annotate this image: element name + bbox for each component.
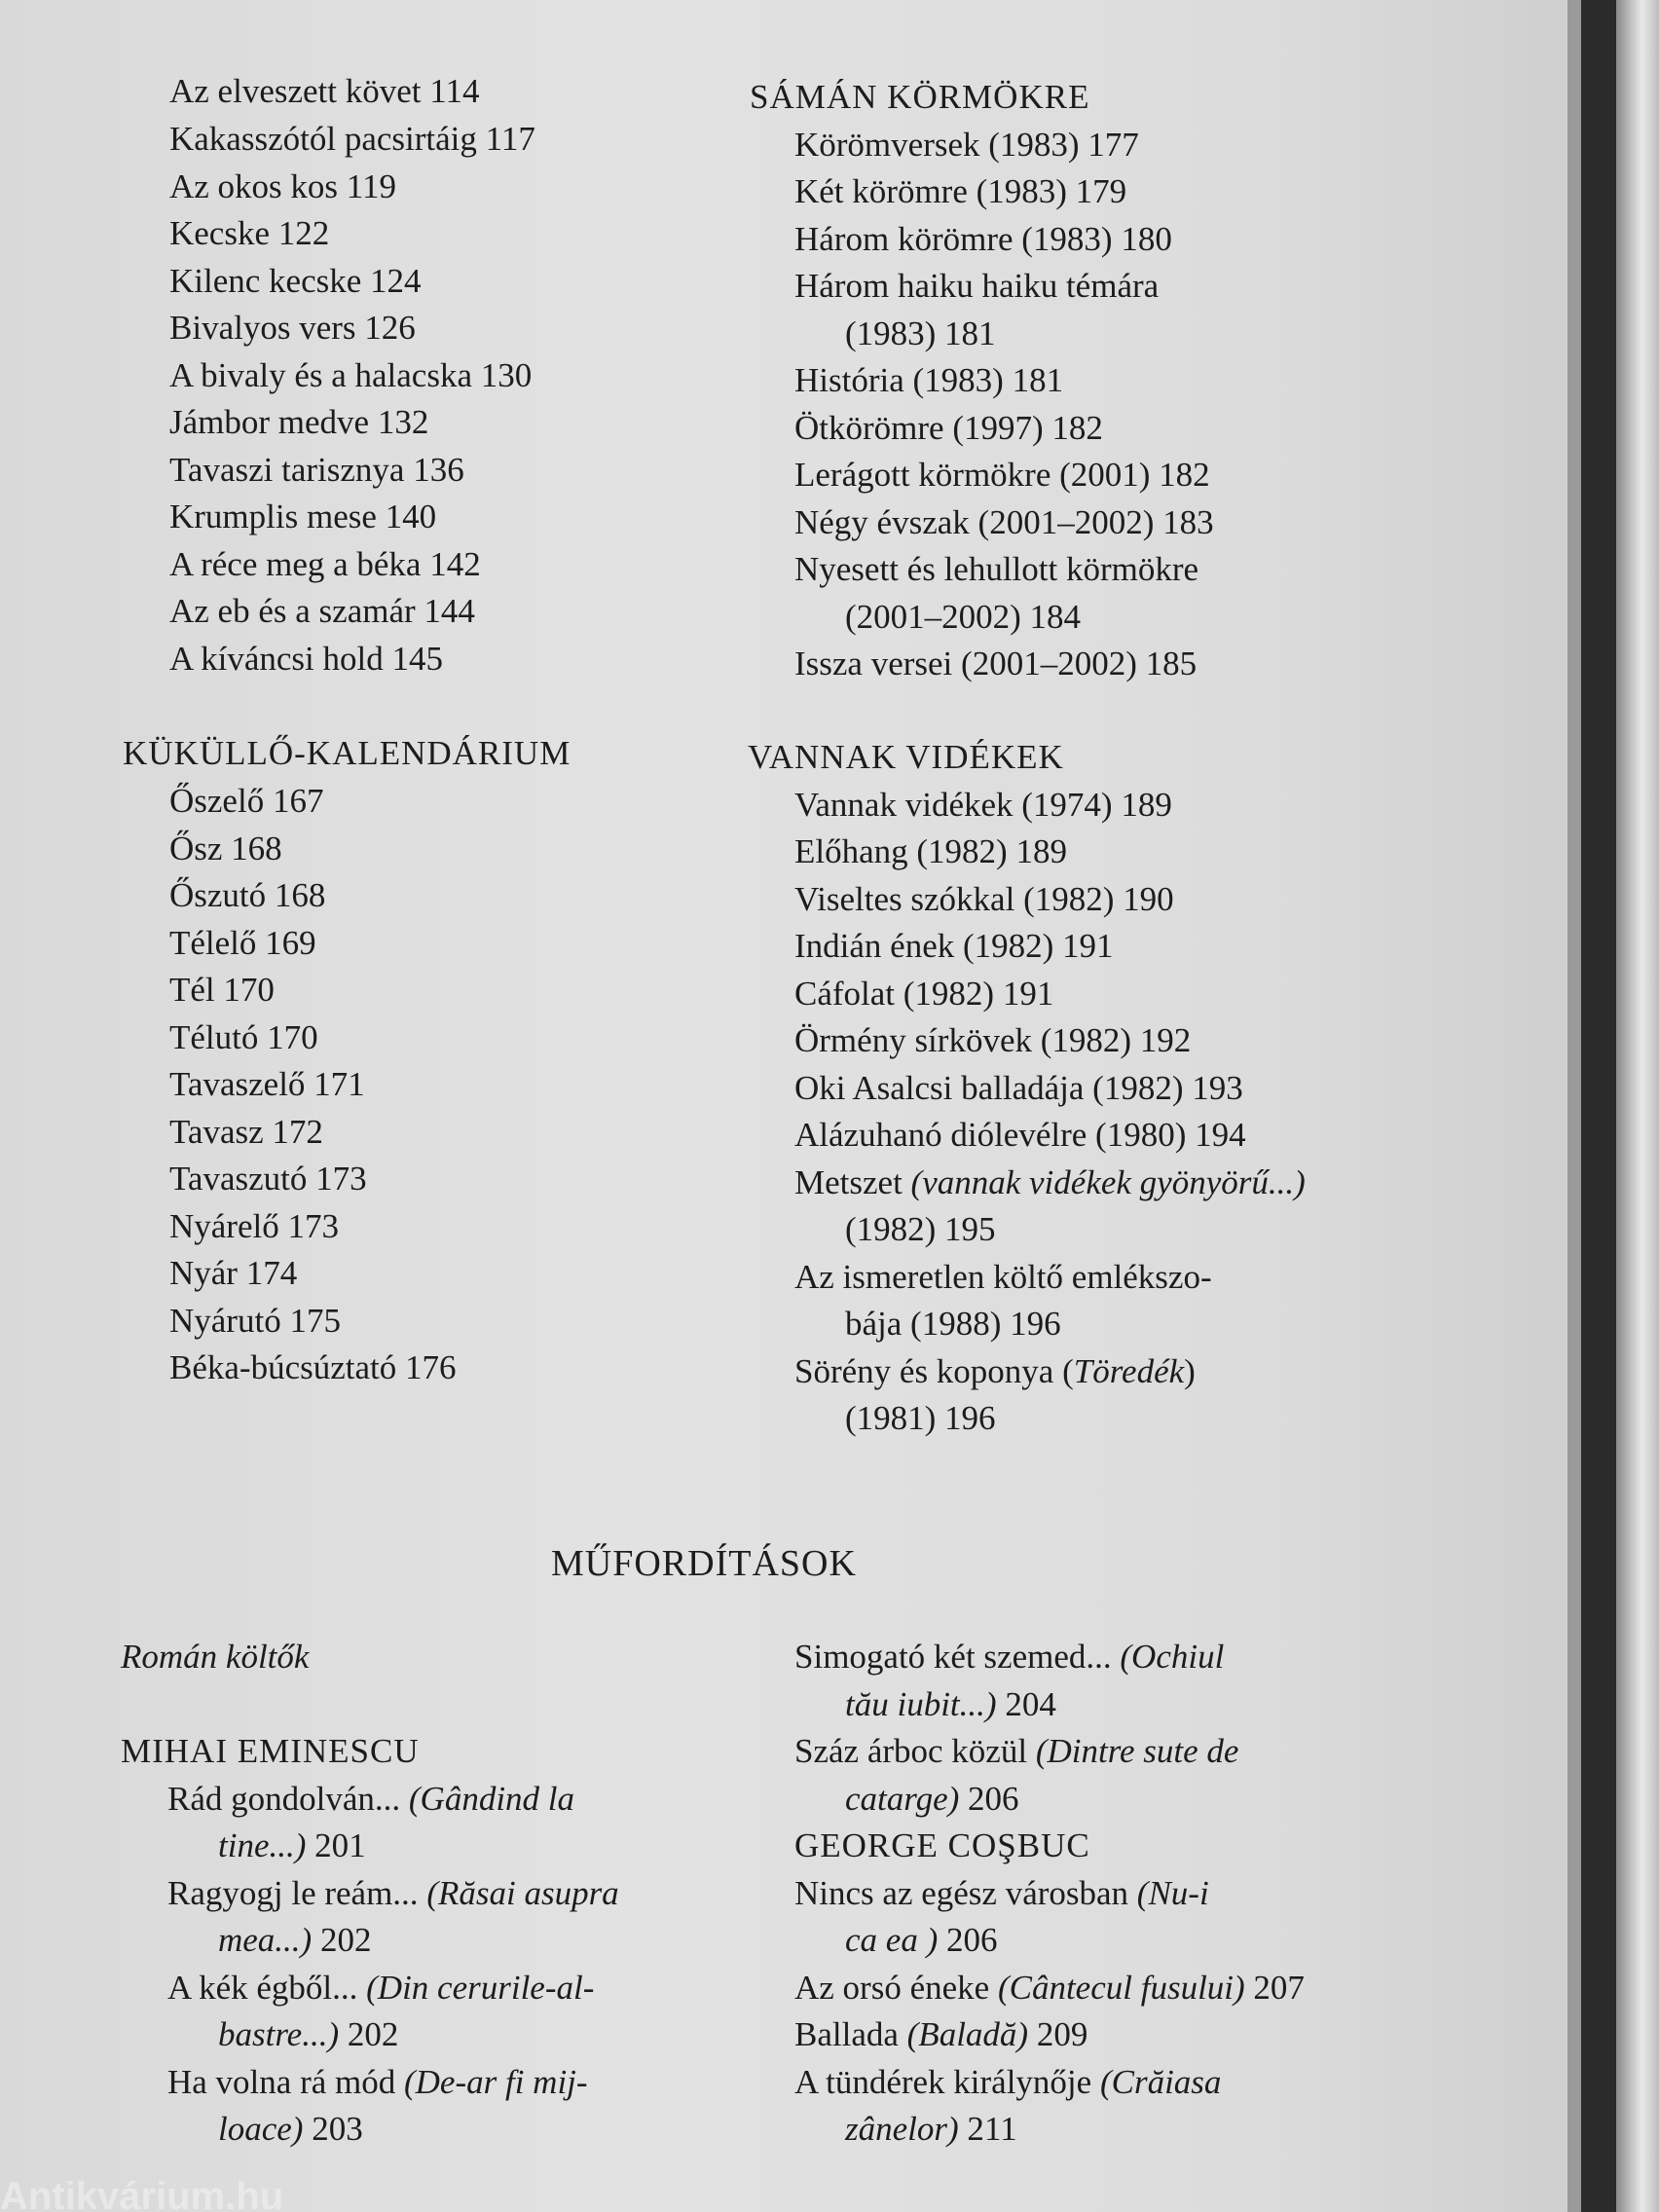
toc-entry-continuation: (1981) 196 xyxy=(845,1399,996,1437)
toc-entry: A tündérek királynője (Crăiasa xyxy=(794,2063,1222,2101)
section-heading-saman: SÁMÁN KÖRMÖKRE xyxy=(750,78,1090,116)
author-heading-cosbuc: GEORGE COŞBUC xyxy=(794,1826,1090,1864)
toc-entry: Vannak vidékek (1974) 189 xyxy=(794,786,1172,824)
toc-entry: Tavaszelő 171 xyxy=(169,1065,365,1103)
toc-entry: Jámbor medve 132 xyxy=(169,403,429,441)
toc-entry: Krumplis mese 140 xyxy=(169,498,437,535)
page-gutter xyxy=(1567,0,1581,2212)
toc-entry: Nyesett és lehullott körmökre xyxy=(794,550,1199,588)
section-heading-vannak: VANNAK VIDÉKEK xyxy=(748,738,1064,776)
toc-entry: Ballada (Baladă) 209 xyxy=(794,2015,1088,2053)
section-title-muforditasok: MŰFORDÍTÁSOK xyxy=(551,1543,857,1584)
watermark: Antikvárium.hu xyxy=(0,2175,284,2212)
toc-entry: Előhang (1982) 189 xyxy=(794,832,1067,870)
subsection-roman-poets: Román költők xyxy=(121,1638,310,1676)
toc-entry: Nyárutó 175 xyxy=(169,1302,341,1340)
toc-entry: Nyárelő 173 xyxy=(169,1207,339,1245)
toc-entry-soreny: Sörény és koponya (Töredék) xyxy=(794,1352,1196,1390)
toc-entry-continuation: catarge) 206 xyxy=(845,1780,1019,1818)
toc-entry: Oki Asalcsi balladája (1982) 193 xyxy=(794,1069,1243,1107)
toc-entry: Őszelő 167 xyxy=(169,782,324,820)
toc-entry: A kék égből... (Din cerurile-al- xyxy=(167,1969,595,2007)
toc-entry: A bivaly és a halacska 130 xyxy=(169,356,533,394)
toc-entry: Alázuhanó diólevélre (1980) 194 xyxy=(794,1116,1246,1154)
toc-entry: Nyár 174 xyxy=(169,1254,298,1292)
book-spine-edge xyxy=(1581,0,1616,2212)
toc-entry: Ragyogj le reám... (Răsai asupra xyxy=(167,1874,619,1912)
toc-entry: Három körömre (1983) 180 xyxy=(794,220,1172,258)
toc-entry-continuation: ca ea ) 206 xyxy=(845,1921,998,1959)
toc-entry: Tavasz 172 xyxy=(169,1113,323,1151)
section-heading-kukullo: KÜKÜLLŐ-KALENDÁRIUM xyxy=(123,734,571,772)
toc-entry: Az ismeretlen költő emlékszo- xyxy=(794,1258,1212,1296)
toc-entry: Nincs az egész városban (Nu-i xyxy=(794,1874,1209,1912)
toc-entry: Száz árboc közül (Dintre sute de xyxy=(794,1732,1239,1770)
toc-entry: Lerágott körmökre (2001) 182 xyxy=(794,456,1210,494)
toc-entry: Indián ének (1982) 191 xyxy=(794,927,1114,965)
book-cover-edge xyxy=(1616,0,1659,2212)
toc-entry-continuation: bastre...) 202 xyxy=(218,2015,399,2053)
toc-entry: A kíváncsi hold 145 xyxy=(169,640,443,678)
toc-entry: Ha volna rá mód (De-ar fi mij- xyxy=(167,2063,588,2101)
toc-entry: Az elveszett követ 114 xyxy=(169,72,480,110)
toc-entry: Az okos kos 119 xyxy=(169,167,397,205)
toc-entry: Télelő 169 xyxy=(169,924,316,962)
author-heading-eminescu: MIHAI EMINESCU xyxy=(121,1732,420,1770)
toc-entry: Ősz 168 xyxy=(169,830,282,867)
toc-entry: Négy évszak (2001–2002) 183 xyxy=(794,503,1214,541)
toc-entry-continuation: mea...) 202 xyxy=(218,1921,372,1959)
toc-entry: Simogató két szemed... (Ochiul xyxy=(794,1638,1225,1676)
toc-entry-continuation: tău iubit...) 204 xyxy=(845,1685,1056,1723)
toc-entry-continuation: (2001–2002) 184 xyxy=(845,598,1082,636)
toc-entry: Tél 170 xyxy=(169,971,275,1009)
toc-entry-metszet: Metszet (vannak vidékek gyönyörű...) xyxy=(794,1163,1306,1201)
toc-entry: Ötkörömre (1997) 182 xyxy=(794,409,1103,447)
toc-entry: Tavaszutó 173 xyxy=(169,1160,367,1198)
toc-entry: Kilenc kecske 124 xyxy=(169,262,422,300)
toc-entry: Körömversek (1983) 177 xyxy=(794,126,1139,164)
toc-entry: Cáfolat (1982) 191 xyxy=(794,975,1054,1013)
toc-entry: Tavaszi tarisznya 136 xyxy=(169,451,464,489)
toc-entry: Az eb és a szamár 144 xyxy=(169,592,475,630)
toc-entry-continuation: loace) 203 xyxy=(218,2110,363,2148)
toc-entry-continuation: bája (1988) 196 xyxy=(845,1305,1061,1343)
toc-entry: Télutó 170 xyxy=(169,1018,318,1056)
toc-entry: Az orsó éneke (Cântecul fusului) 207 xyxy=(794,1969,1305,2007)
toc-entry-continuation: (1983) 181 xyxy=(845,314,996,352)
toc-entry: Két körömre (1983) 179 xyxy=(794,172,1127,210)
toc-entry: Örmény sírkövek (1982) 192 xyxy=(794,1021,1192,1059)
toc-entry: Béka-búcsúztató 176 xyxy=(169,1348,457,1386)
toc-entry: História (1983) 181 xyxy=(794,361,1064,399)
toc-entry: A réce meg a béka 142 xyxy=(169,545,481,583)
toc-entry: Három haiku haiku témára xyxy=(794,267,1160,305)
toc-entry: Őszutó 168 xyxy=(169,876,326,914)
toc-entry: Viseltes szókkal (1982) 190 xyxy=(794,880,1174,918)
toc-entry-continuation: zânelor) 211 xyxy=(845,2110,1017,2148)
toc-entry: Kakasszótól pacsirtáig 117 xyxy=(169,120,535,158)
toc-entry-continuation: tine...) 201 xyxy=(218,1826,366,1864)
toc-entry: Issza versei (2001–2002) 185 xyxy=(794,645,1198,682)
toc-entry: Rád gondolván... (Gândind la xyxy=(167,1780,575,1818)
toc-entry: Bivalyos vers 126 xyxy=(169,309,416,347)
toc-entry-continuation: (1982) 195 xyxy=(845,1210,996,1248)
toc-entry: Kecske 122 xyxy=(169,214,330,252)
